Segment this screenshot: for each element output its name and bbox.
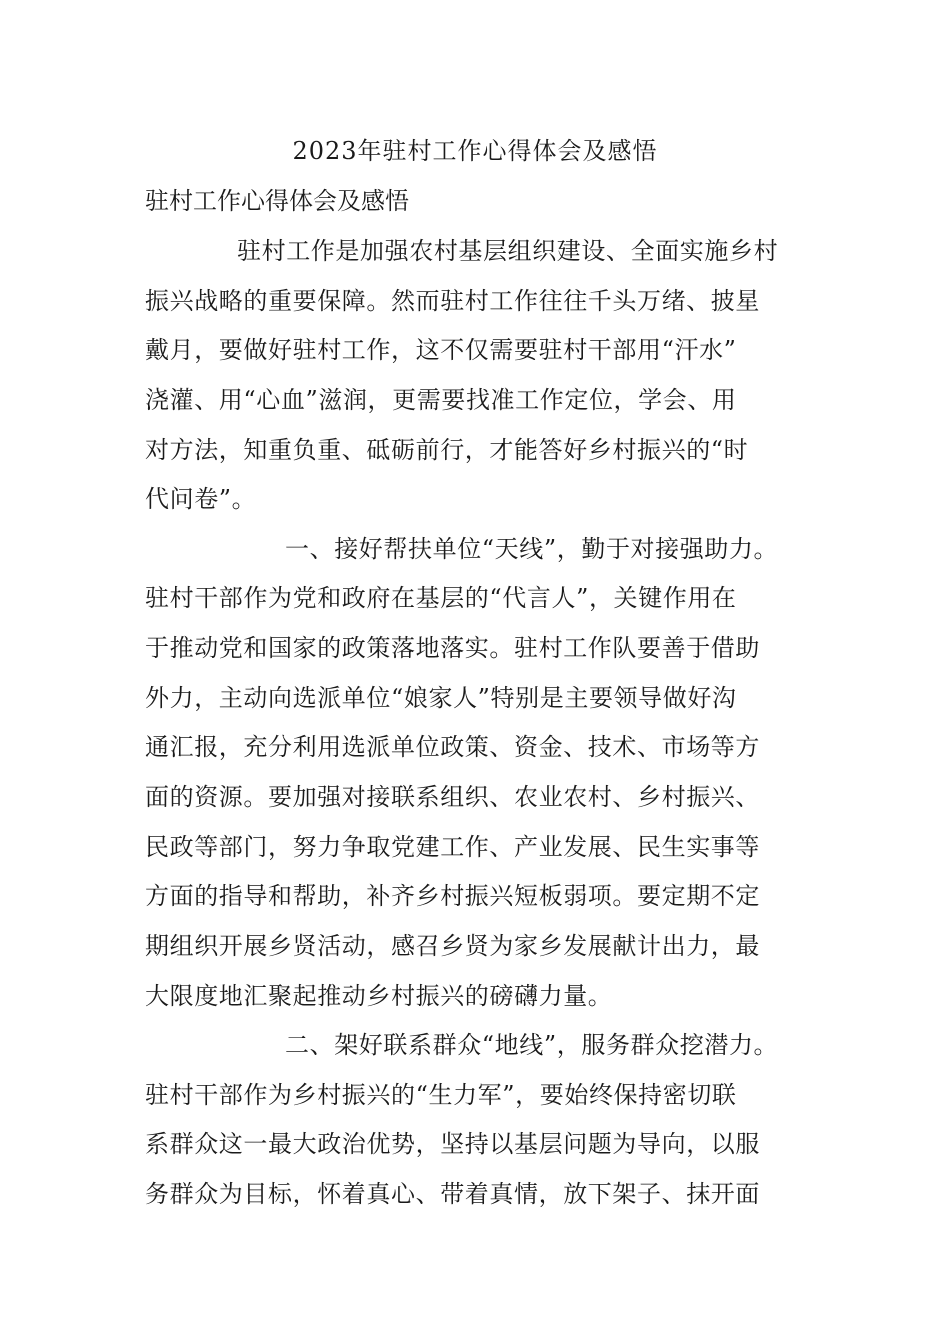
paragraph-line: 期组织开展乡贤活动，感召乡贤为家乡发展献计出力，最 <box>145 932 760 960</box>
document-title: 2023年驻村工作心得体会及感悟 <box>292 137 658 165</box>
paragraph-line: 系群众这一最大政治优势，坚持以基层问题为导向，以服 <box>145 1130 760 1158</box>
paragraph-line: 驻村干部作为乡村振兴的“生力军”，要始终保持密切联 <box>145 1081 737 1109</box>
paragraph-line: 务群众为目标，怀着真心、带着真情，放下架子、抹开面 <box>145 1180 760 1208</box>
paragraph-line: 民政等部门，努力争取党建工作、产业发展、民生实事等 <box>145 833 760 861</box>
paragraph-line: 方面的指导和帮助，补齐乡村振兴短板弱项。要定期不定 <box>145 882 760 910</box>
paragraph-line: 代问卷”。 <box>145 485 257 513</box>
paragraph-line: 对方法，知重负重、砥砺前行，才能答好乡村振兴的“时 <box>145 436 749 464</box>
paragraph-line: 通汇报，充分利用选派单位政策、资金、技术、市场等方 <box>145 733 760 761</box>
paragraph-line: 浇灌、用“心血”滋润，更需要找准工作定位，学会、用 <box>145 386 737 414</box>
paragraph-line: 外力，主动向选派单位“娘家人”特别是主要领导做好沟 <box>145 684 737 712</box>
section-heading: 二、架好联系群众“地线”，服务群众挖潜力。 <box>285 1031 779 1059</box>
paragraph-line: 戴月，要做好驻村工作，这不仅需要驻村干部用“汗水” <box>145 336 737 364</box>
paragraph-line: 驻村干部作为党和政府在基层的“代言人”，关键作用在 <box>145 584 737 612</box>
paragraph-line: 大限度地汇聚起推动乡村振兴的磅礴力量。 <box>145 982 613 1010</box>
paragraph-line: 驻村工作是加强农村基层组织建设、全面实施乡村 <box>237 237 779 265</box>
paragraph-line: 面的资源。要加强对接联系组织、农业农村、乡村振兴、 <box>145 783 760 811</box>
paragraph-line: 振兴战略的重要保障。然而驻村工作往往千头万绪、披星 <box>145 287 760 315</box>
section-heading: 一、接好帮扶单位“天线”，勤于对接强助力。 <box>285 535 779 563</box>
paragraph-line: 于推动党和国家的政策落地落实。驻村工作队要善于借助 <box>145 634 760 662</box>
document-subtitle: 驻村工作心得体会及感悟 <box>145 187 409 215</box>
